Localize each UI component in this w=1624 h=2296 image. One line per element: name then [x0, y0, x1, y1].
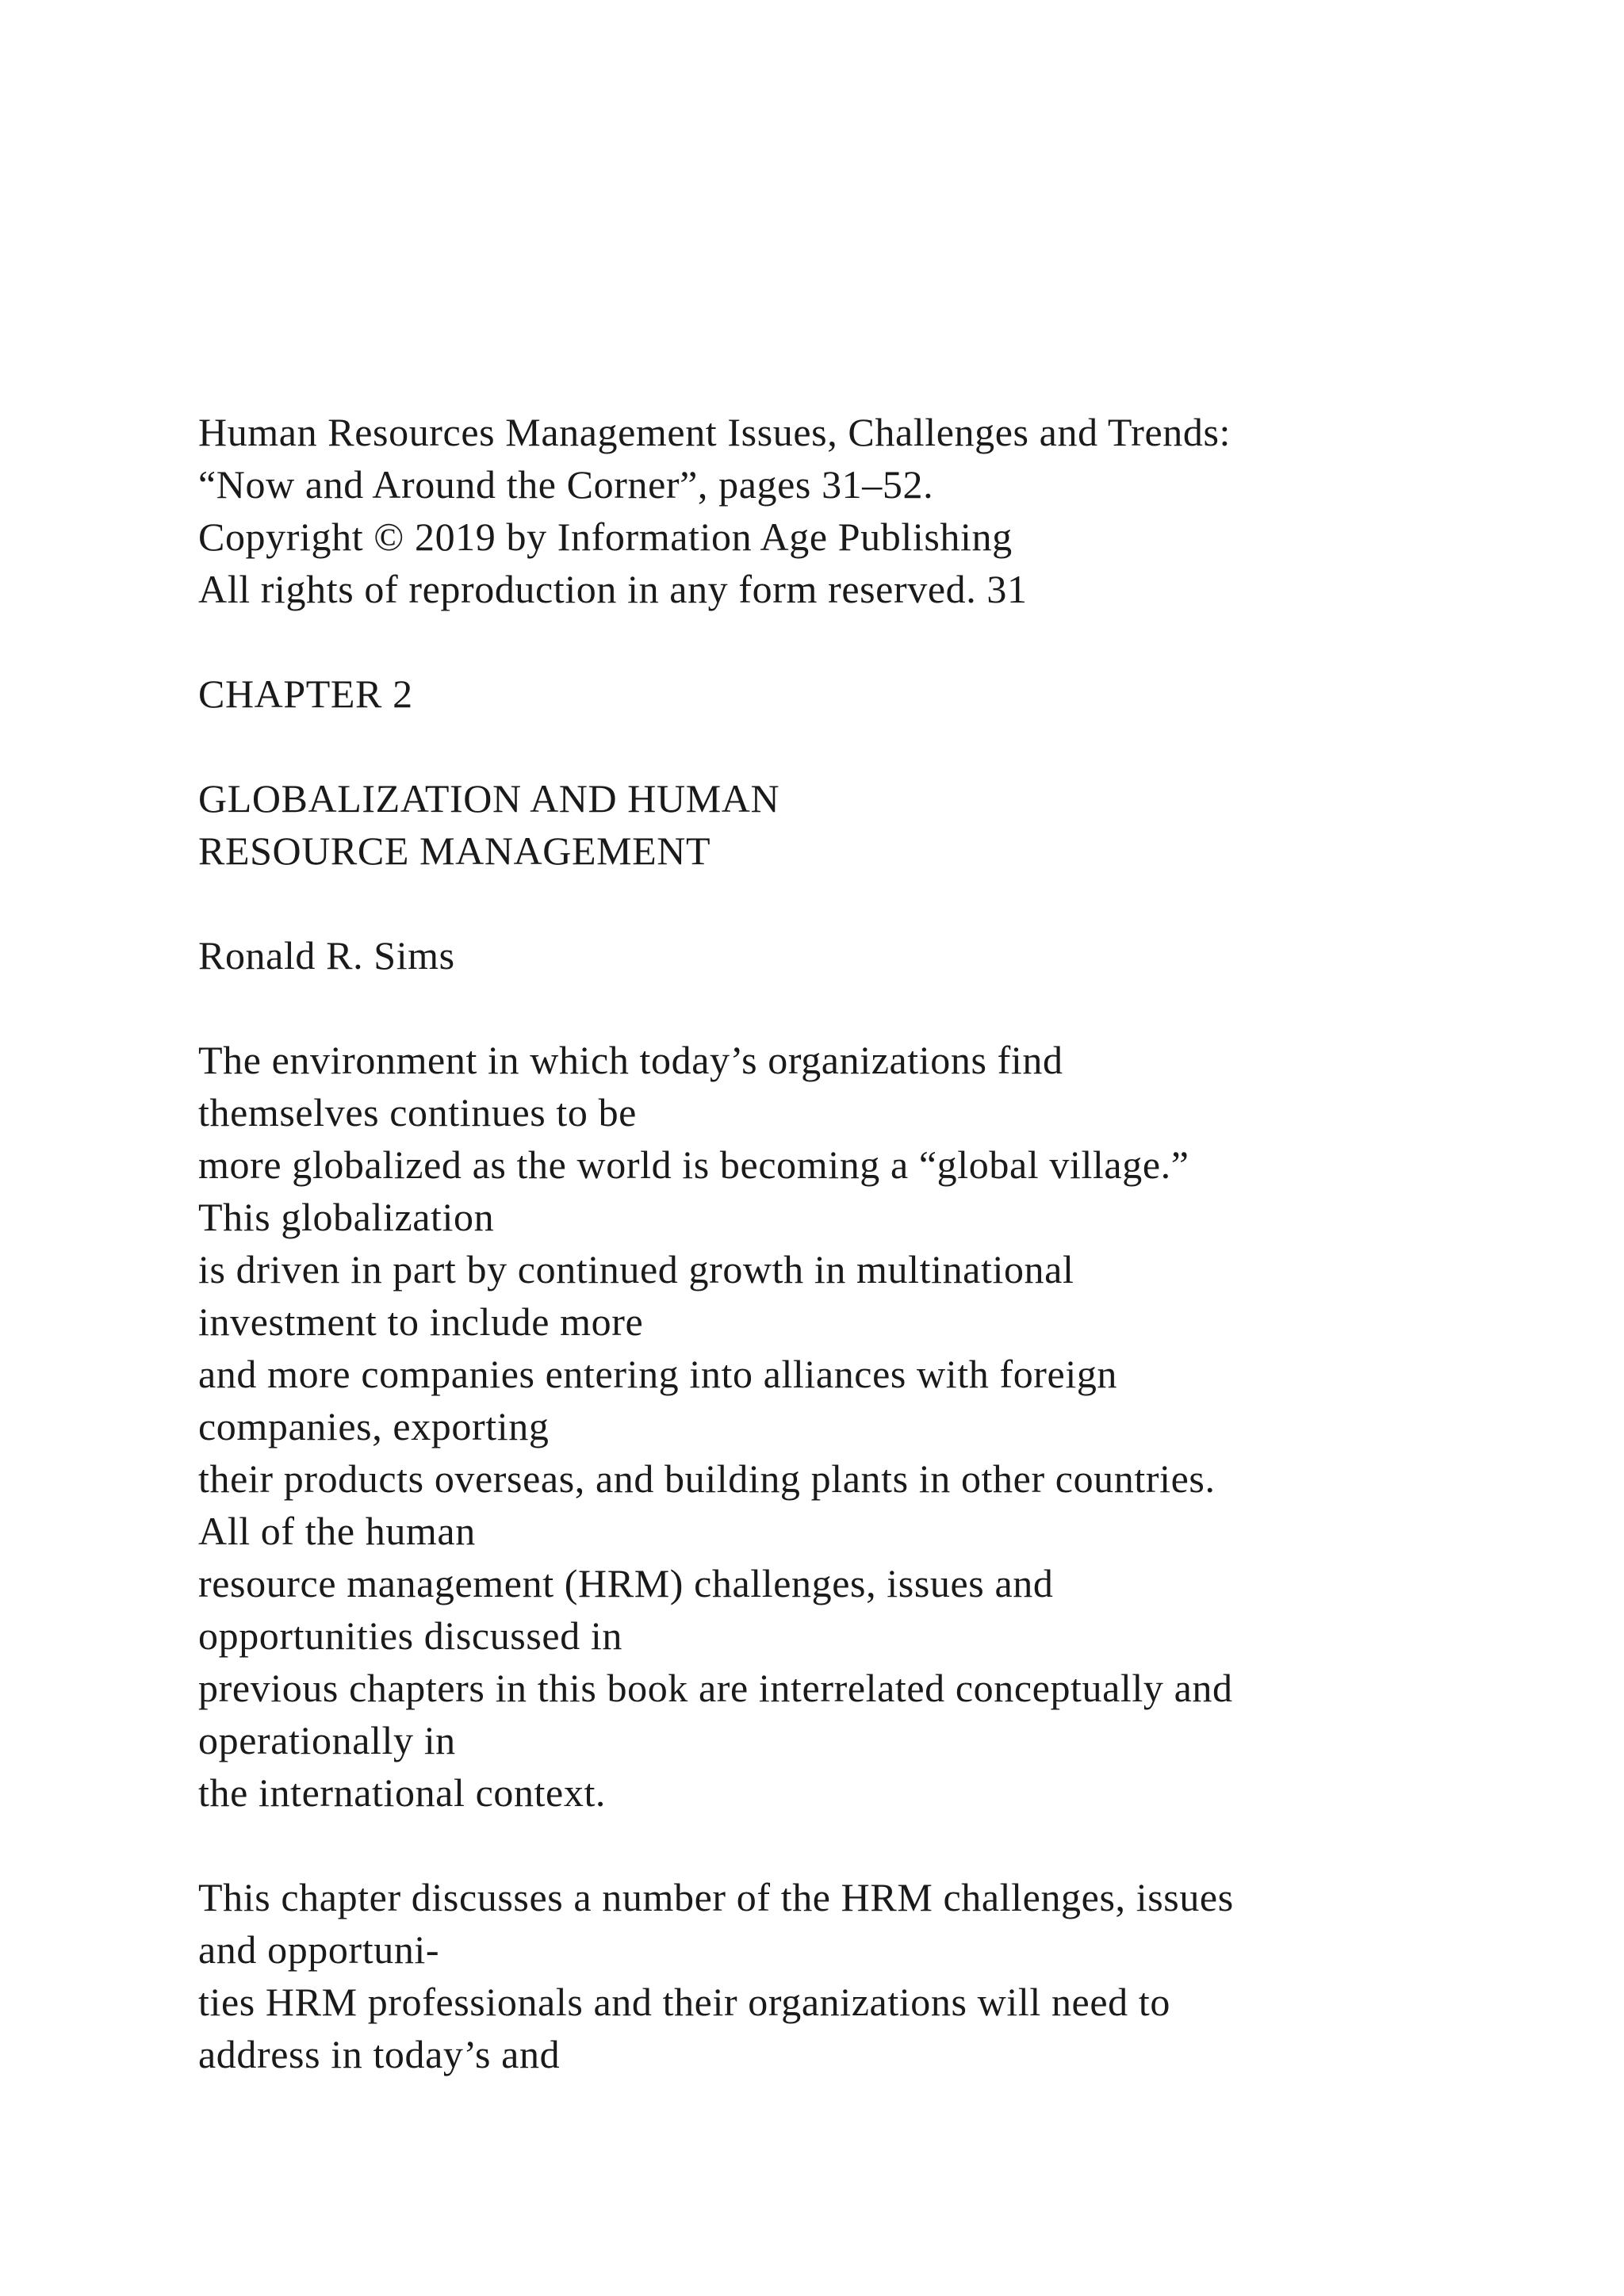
author-name: Ronald R. Sims	[198, 933, 455, 978]
paragraph-line: is driven in part by continued growth in multinational	[198, 1247, 1074, 1292]
header-line: All rights of reproduction in any form reserved. 31	[198, 567, 1028, 611]
chapter-title-line: GLOBALIZATION AND HUMAN	[198, 776, 780, 821]
chapter-label: CHAPTER 2	[198, 672, 413, 716]
paragraph-line: the international context.	[198, 1770, 607, 1815]
paragraph-line: All of the human	[198, 1509, 476, 1553]
paragraph-line: previous chapters in this book are interrelated conceptually and	[198, 1666, 1233, 1710]
paragraph-line: companies, exporting	[198, 1404, 550, 1448]
document-page	[198, 406, 1546, 2080]
paragraph-line: investment to include more	[198, 1299, 644, 1344]
header-line: Human Resources Management Issues, Challenges and Trends:	[198, 410, 1231, 454]
spacer	[198, 877, 1546, 929]
body-paragraph-2	[198, 1871, 1546, 2080]
spacer	[198, 720, 1546, 772]
header-line: “Now and Around the Corner”, pages 31–52.	[198, 462, 934, 507]
paragraph-line: and opportuni-	[198, 1927, 440, 1972]
spacer	[198, 982, 1546, 1034]
paragraph-line: their products overseas, and building plants in other countries.	[198, 1456, 1216, 1501]
paragraph-line: more globalized as the world is becoming a “global village.”	[198, 1142, 1189, 1187]
spacer	[198, 615, 1546, 668]
spacer	[198, 1819, 1546, 1871]
paragraph-line: opportunities discussed in	[198, 1613, 623, 1658]
paragraph-line: This chapter discusses a number of the HRM challenges, issues	[198, 1875, 1234, 1919]
paragraph-line: and more companies entering into alliances with foreign	[198, 1352, 1118, 1396]
paragraph-line: resource management (HRM) challenges, issues and	[198, 1561, 1054, 1605]
chapter-title-line: RESOURCE MANAGEMENT	[198, 828, 711, 873]
chapter-title	[198, 772, 1546, 877]
copyright-header	[198, 406, 1546, 615]
paragraph-line: The environment in which today’s organizations find	[198, 1038, 1063, 1082]
paragraph-line: ties HRM professionals and their organizations will need to	[198, 1980, 1170, 2024]
body-paragraph-1	[198, 1034, 1546, 1819]
paragraph-line: address in today’s and	[198, 2032, 561, 2076]
paragraph-line: themselves continues to be	[198, 1090, 637, 1135]
paragraph-line: This globalization	[198, 1195, 495, 1239]
paragraph-line: operationally in	[198, 1718, 456, 1762]
header-line: Copyright © 2019 by Information Age Publishing	[198, 515, 1013, 559]
